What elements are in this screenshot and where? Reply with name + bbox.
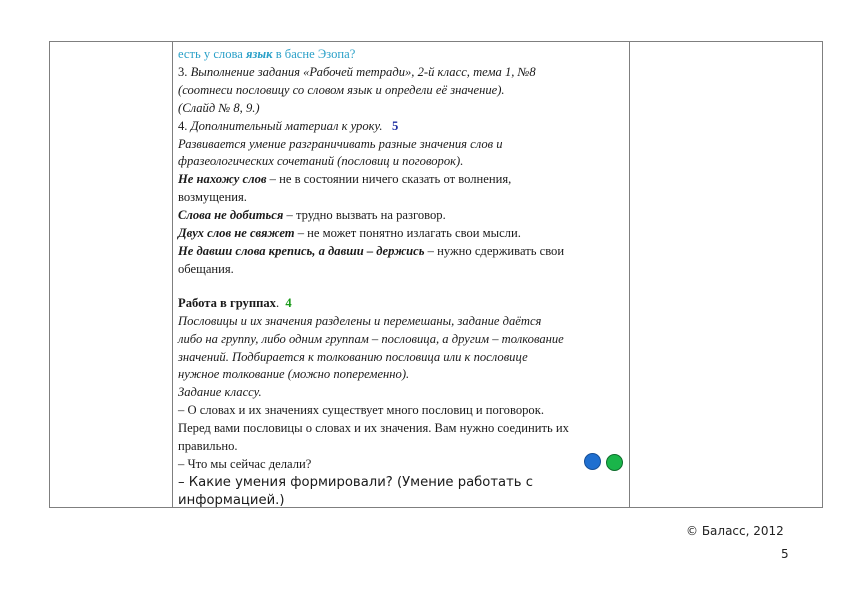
- idiom-2-term: Слова не добиться: [178, 208, 284, 223]
- group-work-dot: .: [275, 295, 280, 310]
- idiom-1-cont: возмущения.: [178, 190, 247, 205]
- class-task: Задание классу.: [178, 385, 262, 400]
- develop-line-1: Развивается умение разграничивать разные значения слов и: [178, 136, 503, 151]
- idiom-3: [178, 225, 630, 243]
- group-work-title: Работа в группах: [178, 295, 276, 310]
- group-work-heading: [178, 295, 630, 313]
- idiom-4-term: Не давши слова крепись, а давши – держись: [178, 243, 425, 258]
- idiom-2-definition: – трудно вызвать на разговор.: [283, 208, 446, 223]
- speech-5: – Какие умения формировали? (Умение работать с: [178, 474, 534, 490]
- task-4-text: Дополнительный материал к уроку.: [190, 118, 383, 133]
- question-line: [178, 46, 630, 64]
- develop-line-2: фразеологических сочетаний (пословиц и поговорок).: [178, 154, 464, 169]
- column-divider-left: [172, 42, 173, 507]
- task-3-sub: (соотнеси пословицу со словом язык и определи её значение).: [178, 82, 505, 97]
- idiom-2: [178, 207, 630, 225]
- speech-2: Перед вами пословицы о словах и их значения. Вам нужно соединить их: [178, 421, 569, 436]
- task-4: [178, 118, 630, 136]
- green-marker-icon: [606, 454, 623, 471]
- group-desc-1: Пословицы и их значения разделены и перемешаны, задание даётся: [178, 313, 542, 328]
- idiom-1-term: Не нахожу слов: [178, 172, 267, 187]
- lesson-content-cell: [178, 46, 630, 510]
- idiom-3-term: Двух слов не свяжет: [178, 226, 295, 241]
- idiom-4: [178, 243, 630, 261]
- task-3-number: 3.: [178, 64, 191, 79]
- speech-4: – Что мы сейчас делали?: [178, 456, 312, 471]
- group-work-mark: 4: [285, 295, 292, 310]
- group-desc-3: значений. Подбирается к толкованию пословица или к пословице: [178, 349, 528, 364]
- slide-reference: (Слайд № 8, 9.): [178, 100, 260, 115]
- task-4-mark: 5: [391, 118, 399, 133]
- idiom-1: [178, 171, 630, 189]
- blue-marker-icon: [584, 453, 601, 470]
- speech-5-cont: информацией.): [178, 492, 285, 508]
- task-3: [178, 64, 630, 82]
- group-desc-2: либо на группу, либо одним группам – пословица, а другим – толкование: [178, 331, 564, 346]
- copyright-footer: © Баласс, 2012: [686, 524, 784, 538]
- task-4-number: 4.: [178, 118, 191, 133]
- speech-1: – О словах и их значениях существует много пословиц и поговорок.: [178, 403, 544, 418]
- idiom-4-cont: обещания.: [178, 261, 234, 276]
- idiom-4-definition: – нужно сдерживать свои: [424, 243, 565, 258]
- idiom-1-definition: – не в состоянии ничего сказать от волнения,: [266, 172, 512, 187]
- lesson-table: [49, 41, 823, 508]
- idiom-3-definition: – не может понятно излагать свои мысли.: [294, 226, 521, 241]
- highlighted-word: язык: [246, 47, 273, 61]
- task-3-text: Выполнение задания «Рабочей тетради», 2-й класс, тема 1, №8: [190, 64, 536, 79]
- group-desc-4: нужное толкование (можно попеременно).: [178, 367, 410, 382]
- question-text-end: в басне Эзопа?: [272, 47, 356, 61]
- page-number: 5: [781, 547, 789, 561]
- speech-3: правильно.: [178, 439, 238, 454]
- question-text: есть у слова: [178, 47, 247, 61]
